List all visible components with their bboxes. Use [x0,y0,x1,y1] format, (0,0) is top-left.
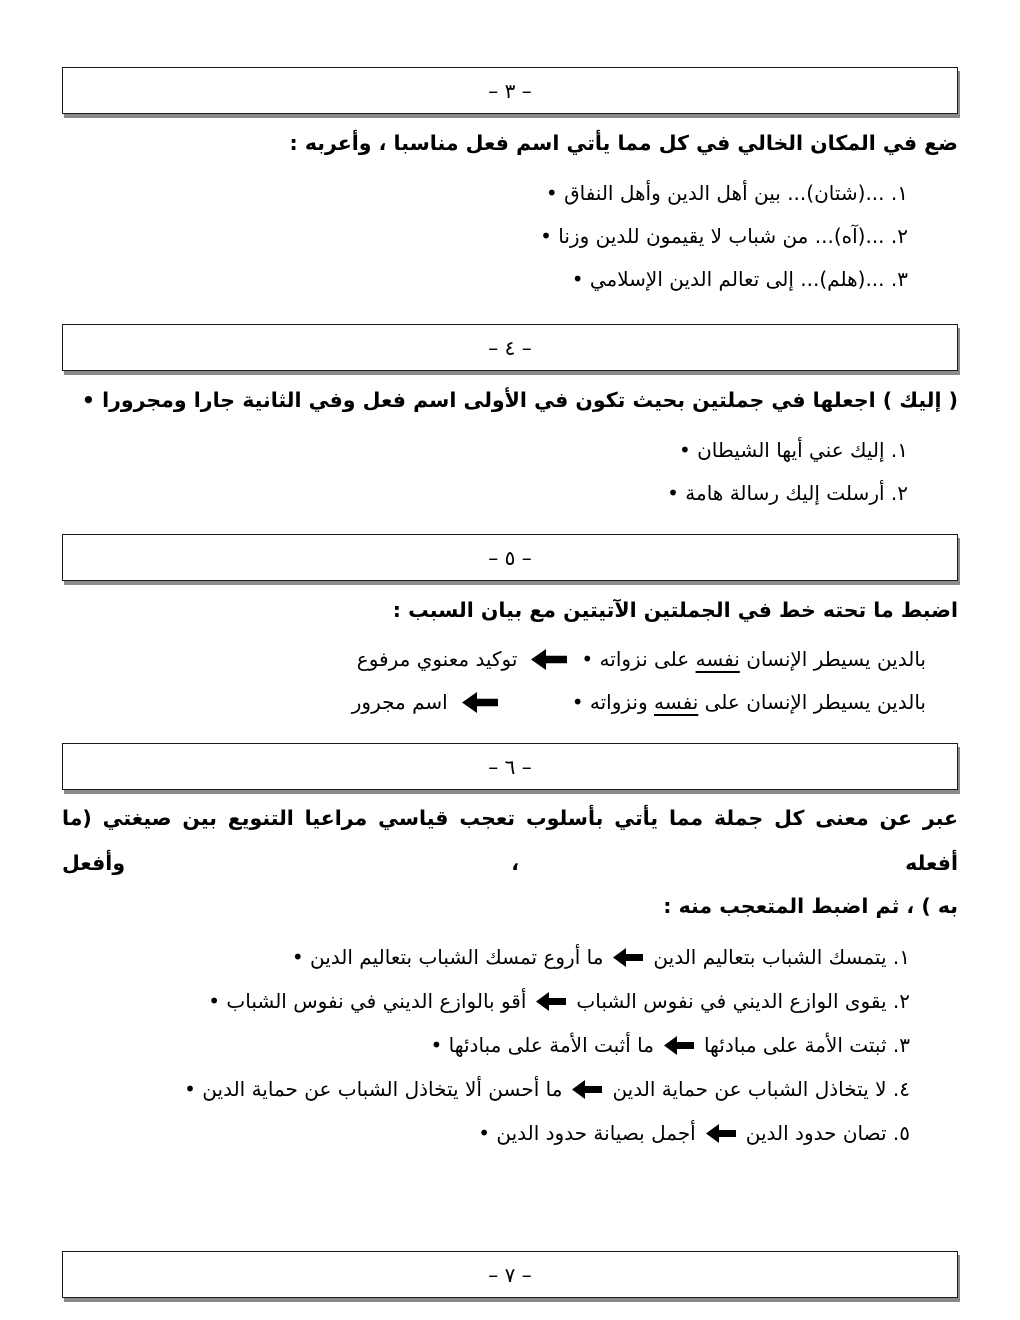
sentence-row [62,681,958,724]
section-4-header-box [62,324,958,371]
arrow-left-icon [706,1124,736,1143]
exercise-item [62,1067,958,1111]
section-4-items [62,429,958,515]
section-6-instruction-line1: عبر عن معنى كل جملة مما يأتي بأسلوب تعجب قياسي مراعيا التنويع بين صيغتي (ما أفعله ، وأفعل [62,806,958,875]
section-3-number: – ٣ – [488,78,532,103]
underlined-word: نفسه [695,647,740,671]
answer-text: ما أروع تمسك الشباب بتعاليم الدين • [291,945,604,969]
section-5-rows [62,638,958,724]
section-6-instruction-line2: به ) ، ثم اضبط المتعجب منه : [663,894,958,918]
section-6-items [62,935,958,1155]
answer-text: توكيد معنوي مرفوع [356,647,518,671]
section-6-header-box [62,743,958,790]
section-3-instruction: ضع في المكان الخالي في كل مما يأتي اسم فعل مناسبا ، وأعربه : [289,131,958,155]
question-text: ٥. تصان حدود الدين [745,1121,910,1145]
section-6-number: – ٦ – [488,754,532,779]
question-text: ١. يتمسك الشباب بتعاليم الدين [653,945,910,969]
sentence-row [62,638,958,681]
exercise-item: ٢. أرسلت إليك رسالة هامة • [667,481,908,505]
answer-text: ما أثبت الأمة على مبادئها • [430,1033,654,1057]
section-4-instruction: ( إليك ) اجعلها في جملتين بحيث تكون في الأولى اسم فعل وفي الثانية جارا ومجرورا • [81,388,958,412]
answer-text: ما أحسن ألا يتخاذل الشباب عن حماية الدين • [184,1077,563,1101]
arrow-left-icon [531,649,567,670]
sentence-text: بالدين يسيطر الإنسان نفسه على نزواته • [581,647,926,671]
arrow-left-icon [572,1080,602,1099]
question-text: ٤. لا يتخاذل الشباب عن حماية الدين [612,1077,910,1101]
section-5-header-box [62,534,958,581]
arrow-left-icon [664,1036,694,1055]
arrow-left-icon [536,992,566,1011]
section-5-number: – ٥ – [488,545,532,570]
exercise-item [62,935,958,979]
arrow-left-icon [462,692,498,713]
answer-text: أقو بالوازع الديني في نفوس الشباب • [208,989,527,1013]
section-3-header-box [62,67,958,114]
exercise-item [62,1111,958,1155]
exercise-item: ١. ...(شتان)... بين أهل الدين وأهل النفاق • [545,181,908,205]
exercise-item [62,1023,958,1067]
underlined-word: نفسه [654,690,699,714]
answer-text: أجمل بصيانة حدود الدين • [478,1121,696,1145]
section-4-number: – ٤ – [488,335,532,360]
section-5-instruction: اضبط ما تحته خط في الجملتين الآتيتين مع بيان السبب : [392,598,958,622]
exercise-item: ٢. ...(آه)... من شباب لا يقيمون للدين وزنا • [540,224,908,248]
exercise-item: ١. إليك عني أيها الشيطان • [678,438,908,462]
section-3-items [62,172,958,301]
exercise-item [62,979,958,1023]
section-7-header-box [62,1251,958,1298]
section-7-number: – ٧ – [488,1262,532,1287]
answer-text: اسم مجرور [351,690,448,714]
question-text: ٣. ثبتت الأمة على مبادئها [703,1033,910,1057]
question-text: ٢. يقوى الوازع الديني في نفوس الشباب [576,989,910,1013]
exercise-item: ٣. ...(هلم)... إلى تعالم الدين الإسلامي • [571,267,908,291]
arrow-left-icon [613,948,643,967]
sentence-text: بالدين يسيطر الإنسان على نفسه ونزواته • [571,690,926,714]
